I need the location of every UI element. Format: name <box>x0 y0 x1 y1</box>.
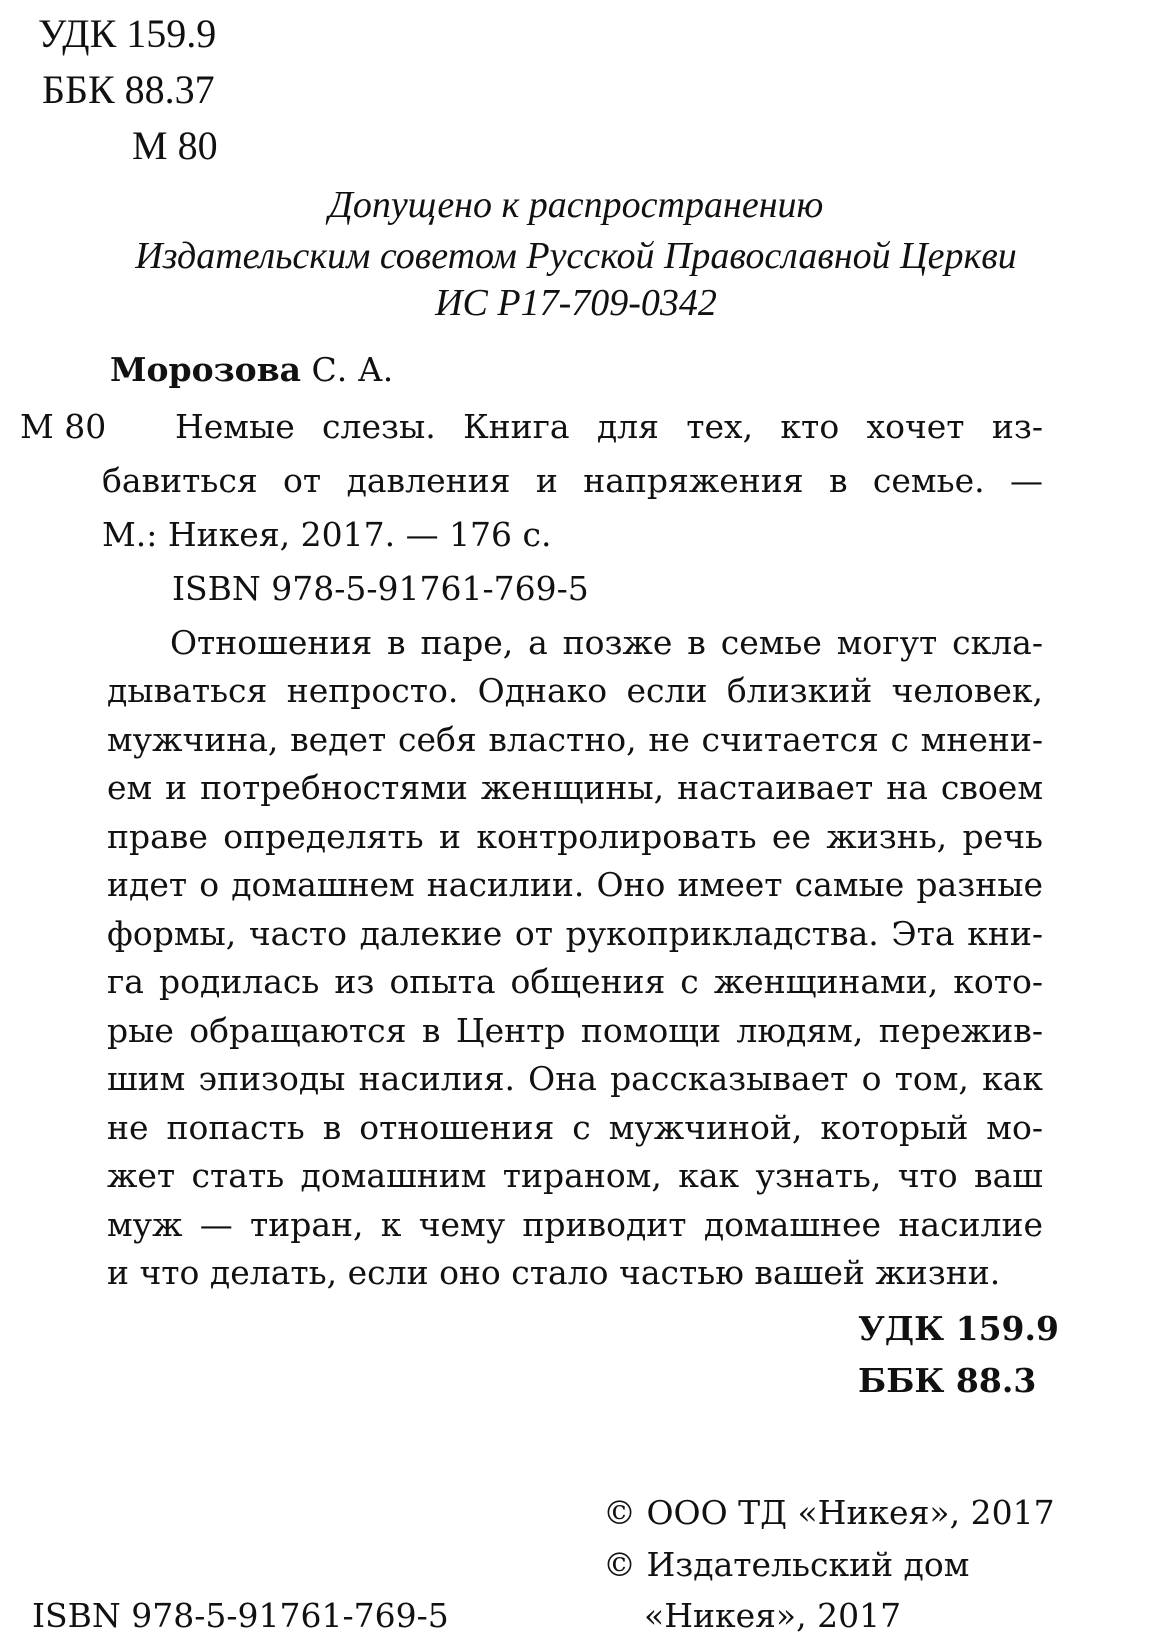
title-line-1: Немые слезы. Книга для тех, кто хочет из- <box>175 407 1043 446</box>
udk-code-top: УДК 159.9 <box>38 11 217 56</box>
author-mark: М 80 <box>20 407 107 446</box>
annotation-line: дываться непросто. Однако если близкий человек, <box>107 671 1043 710</box>
approval-line-1: Допущено к распространению <box>328 184 824 226</box>
annotation-line: формы, часто далекие от рукоприкладства. Эта кни- <box>107 914 1043 953</box>
approval-line-2: Издательским советом Русской Православной Церкви <box>135 235 1017 277</box>
copyright-line-3: «Никея», 2017 <box>644 1596 902 1635</box>
approval-number: ИС Р17-709-0342 <box>435 282 717 324</box>
copyright-line-2: © Издательский дом <box>603 1545 970 1584</box>
annotation-line: не попасть в отношения с мужчиной, который мо- <box>107 1108 1043 1147</box>
annotation-line: праве определять и контролировать ее жизнь, речь <box>107 817 1043 856</box>
annotation-line: идет о домашнем насилии. Оно имеет самые разные <box>107 865 1043 904</box>
annotation-line: шим эпизоды насилия. Она рассказывает о том, как <box>107 1059 1043 1098</box>
author-surname: Морозова <box>110 350 302 389</box>
author-mark-top: М 80 <box>132 123 218 168</box>
author-line <box>110 346 393 395</box>
annotation-line: и что делать, если оно стало частью вашей жизни. <box>107 1253 1001 1292</box>
annotation-line: муж — тиран, к чему приводит домашнее насилие <box>107 1205 1043 1244</box>
isbn-entry: ISBN 978-5-91761-769-5 <box>172 569 589 608</box>
isbn-footer: ISBN 978-5-91761-769-5 <box>32 1596 449 1635</box>
bbk-code-top: ББК 88.37 <box>42 67 215 112</box>
annotation-line: жет стать домашним тираном, как узнать, что ваш <box>107 1156 1043 1195</box>
annotation-line: га родилась из опыта общения с женщинами, кото- <box>107 962 1043 1001</box>
annotation-line: мужчина, ведет себя властно, не считается с мнени- <box>107 720 1043 759</box>
title-line-2: бавиться от давления и напряжения в семье. — <box>102 461 1043 500</box>
annotation-line: ем и потребностями женщины, настаивает на своем <box>107 768 1043 807</box>
bbk-code-bottom: ББК 88.3 <box>858 1361 1037 1400</box>
annotation-line: рые обращаются в Центр помощи людям, пережив- <box>107 1011 1043 1050</box>
udk-code-bottom: УДК 159.9 <box>858 1309 1059 1348</box>
publisher-line: М.: Никея, 2017. — 176 с. <box>102 515 552 554</box>
author-initials: С. А. <box>311 350 394 389</box>
copyright-line-1: © ООО ТД «Никея», 2017 <box>603 1493 1055 1532</box>
annotation-line: Отношения в паре, а позже в семье могут скла- <box>170 623 1043 662</box>
